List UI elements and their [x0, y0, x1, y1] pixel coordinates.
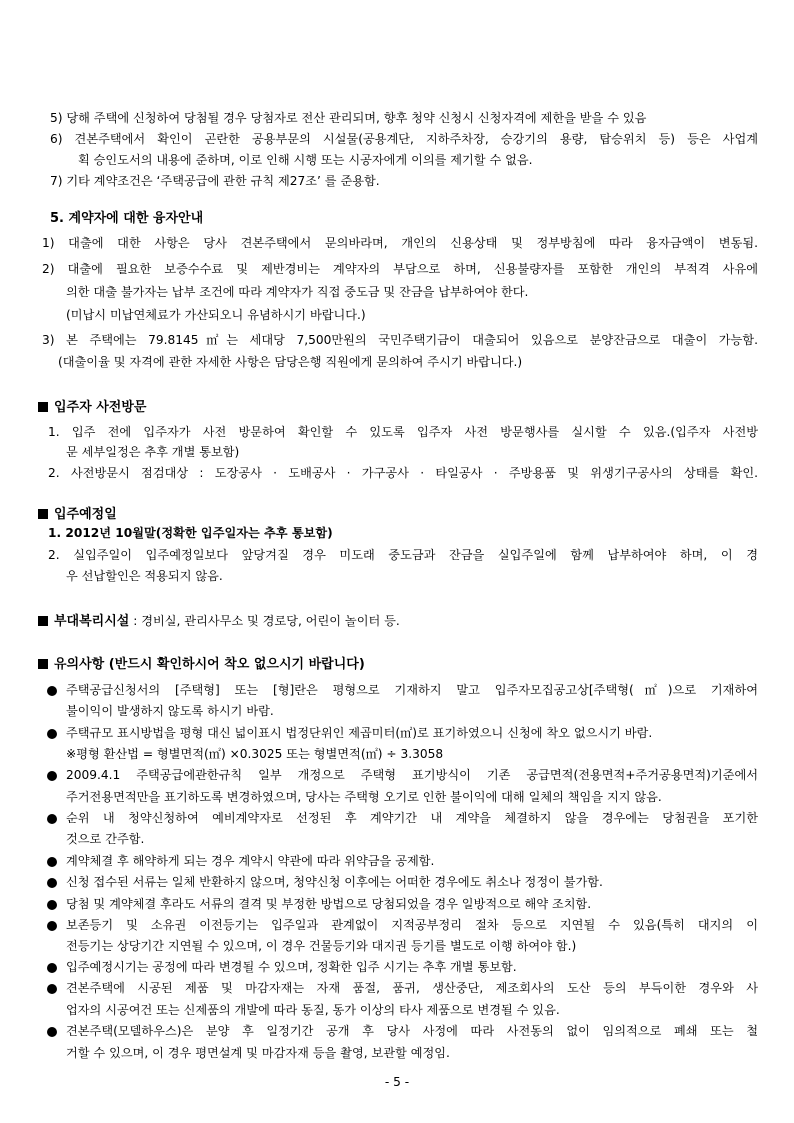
move-in-line-2-cont: 우 선납할인은 적용되지 않음. [66, 569, 223, 583]
loan-line-2-cont: 의한 대출 불가자는 납부 조건에 따라 계약자가 직접 중도금 및 잔금을 납부하여야 한다. [66, 285, 529, 299]
note-5: 계약체결 후 해약하게 되는 경우 계약시 약관에 따라 위약금을 공제함. [66, 854, 435, 868]
move-in-line-2: 2. 실입주일이 입주예정일보다 앞당겨질 경우 미도래 중도금과 잔금을 실입주일에 함께 납부하여야 하며, 이 경 [48, 548, 758, 562]
note-7: 당첨 및 계약체결 후라도 서류의 결격 및 부정한 방법으로 당첨되었을 경우 일방적으로 해약 조치함. [66, 897, 592, 911]
note-1: 주택공급신청서의 [주택형] 또는 [형]란은 평형으로 기재하지 말고 입주자모집공고상[주택형(㎡)으로 기재하여 [66, 683, 758, 697]
bullet-icon [47, 771, 57, 781]
note-9: 입주예정시기는 공정에 따라 변경될 수 있으며, 정확한 입주 시기는 추후 개별 통보함. [66, 960, 517, 974]
notes-title [38, 657, 365, 673]
note-3-cont: 주거전용면적만을 표기하도록 변경하였으며, 당사는 주택형 오기로 인한 불이익에 대해 일체의 책임을 지지 않음. [66, 790, 662, 804]
note-8-cont: 전등기는 상당기간 지연될 수 있으며, 이 경우 건물등기와 대지권 등기를 별도로 이행 하여야 함.) [66, 939, 577, 953]
loan-line-note: (미납시 미납연체료가 가산되오니 유념하시기 바랍니다.) [66, 308, 366, 322]
bullet-icon [47, 921, 57, 931]
loan-line-3: 3) 본 주택에는 79.8145㎡는 세대당 7,500만원의 국민주택기금이 대출되어 있음으로 분양잔금으로 대출이 가능함. [42, 333, 758, 347]
facilities-title: 부대복리시설 [54, 614, 130, 629]
note-6: 신청 접수된 서류는 일체 반환하지 않으며, 청약신청 이후에는 어떠한 경우에도 취소나 정정이 불가함. [66, 875, 603, 889]
move-in-date: 1. 2012년 10월말(정확한 입주일자는 추후 통보함) [48, 526, 333, 540]
note-3: 2009.4.1 주택공급에관한규칙 일부 개정으로 주택형 표기방식이 기존 공급면적(전용면적+주거공용면적)기준에서 [66, 768, 758, 782]
note-4: 순위 내 청약신청하여 예비계약자로 선정된 후 계약기간 내 계약을 체결하지 않을 경우에는 당첨권을 포기한 [66, 811, 758, 825]
facilities-text: : 경비실, 관리사무소 및 경로당, 어린이 놀이터 등. [129, 614, 400, 628]
page-number: - 5 - [384, 1075, 410, 1089]
contract-term-6: 6) 견본주택에서 확인이 곤란한 공용부문의 시설물(공용계단, 지하주차장, 승강기의 용량, 탑승위치 등) 등은 사업계 [50, 132, 758, 146]
loan-section-title: 5. 계약자에 대한 융자안내 [50, 211, 204, 226]
contract-term-6-cont: 획 승인도서의 내용에 준하며, 이로 인해 시행 또는 시공자에게 이의를 제기할 수 없음. [78, 153, 533, 167]
bullet-icon [47, 729, 57, 739]
square-bullet-icon [38, 616, 48, 626]
loan-line-2: 2) 대출에 필요한 보증수수료 및 제반경비는 계약자의 부담으로 하며, 신용불량자를 포함한 개인의 부적격 사유에 [42, 262, 758, 276]
note-11-cont: 거할 수 있으며, 이 경우 평면설계 및 마감자재 등을 촬영, 보관할 예정임. [66, 1046, 450, 1060]
bullet-icon [47, 814, 57, 824]
note-2-formula: ※평형 환산법 = 형별면적(㎡) ×0.3025 또는 형별면적(㎡) ÷ 3.3058 [66, 747, 444, 761]
loan-line-1: 1) 대출에 대한 사항은 당사 견본주택에서 문의바라며, 개인의 신용상태 및 정부방침에 따라 융자금액이 변동됨. [42, 236, 758, 250]
bullet-icon [47, 1027, 57, 1037]
bullet-icon [47, 900, 57, 910]
pre-visit-line-1-cont: 문 세부일정은 추후 개별 통보함) [66, 445, 240, 459]
move-in-title [38, 507, 117, 523]
bullet-icon [47, 878, 57, 888]
pre-visit-title-text: 입주자 사전방문 [54, 400, 147, 415]
bullet-icon [47, 857, 57, 867]
square-bullet-icon [38, 402, 48, 412]
notes-title-text: 유의사항 (반드시 확인하시어 착오 없으시기 바랍니다) [54, 657, 365, 672]
pre-visit-title [38, 400, 146, 416]
pre-visit-line-2: 2. 사전방문시 점검대상 : 도장공사 · 도배공사 · 가구공사 · 타일공사 · 주방용품 및 위생기구공사의 상태를 확인. [48, 466, 758, 480]
facilities-line [38, 613, 400, 629]
square-bullet-icon [38, 659, 48, 669]
square-bullet-icon [38, 509, 48, 519]
loan-line-3-note: (대출이율 및 자격에 관한 자세한 사항은 담당은행 직원에게 문의하여 주시기 바랍니다.) [58, 355, 523, 369]
move-in-title-text: 입주예정일 [54, 507, 117, 522]
note-2: 주택규모 표시방법을 평형 대신 넓이표시 법정단위인 제곱미터(㎡)로 표기하였으니 신청에 착오 없으시기 바람. [66, 726, 653, 740]
bullet-icon [47, 963, 57, 973]
pre-visit-line-1: 1. 입주 전에 입주자가 사전 방문하여 확인할 수 있도록 입주자 사전 방문행사를 실시할 수 있음.(입주자 사전방 [48, 425, 758, 439]
bullet-icon [47, 686, 57, 696]
note-11: 견본주택(모델하우스)은 분양 후 일정기간 공개 후 당사 사정에 따라 사전동의 없이 임의적으로 폐쇄 또는 철 [66, 1024, 758, 1038]
note-4-cont: 것으로 간주함. [66, 832, 145, 846]
note-8: 보존등기 및 소유권 이전등기는 입주일과 관계없이 지적공부정리 절차 등으로 지연될 수 있음(특히 대지의 이 [66, 918, 758, 932]
bullet-icon [47, 984, 57, 994]
note-1-cont: 불이익이 발생하지 않도록 하시기 바람. [66, 704, 274, 718]
note-10-cont: 업자의 시공여건 또는 신제품의 개발에 따라 동질, 동가 이상의 타사 제품으로 변경될 수 있음. [66, 1003, 560, 1017]
contract-term-7: 7) 기타 계약조건은 ‘주택공급에 관한 규칙 제27조’ 를 준용함. [50, 174, 380, 188]
note-10: 견본주택에 시공된 제품 및 마감자재는 자재 품절, 품귀, 생산중단, 제조회사의 도산 등의 부득이한 경우와 사 [66, 981, 758, 995]
contract-term-5: 5) 당해 주택에 신청하여 당첨될 경우 당첨자로 전산 관리되며, 향후 청약 신청시 신청자격에 제한을 받을 수 있음 [50, 111, 647, 125]
